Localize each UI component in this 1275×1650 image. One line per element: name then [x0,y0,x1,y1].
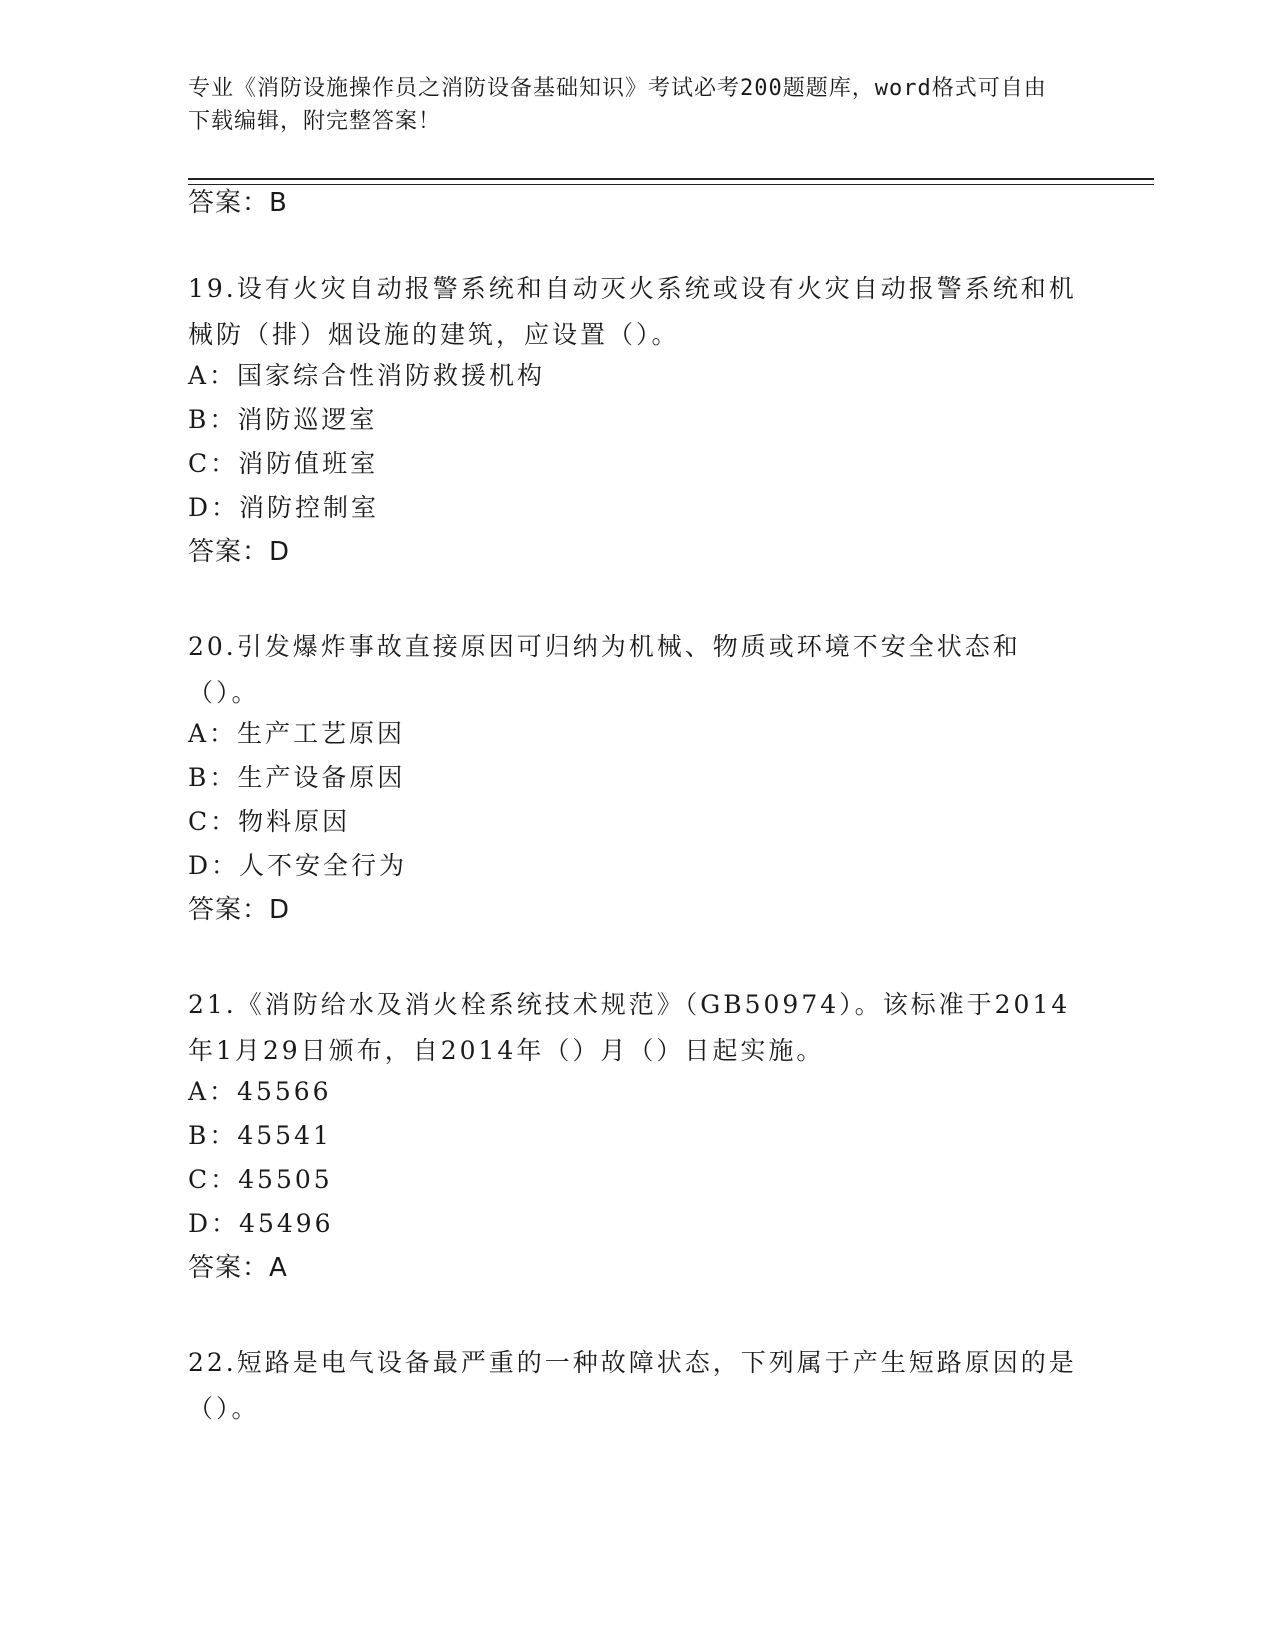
question-19-option-b: B：消防巡逻室 [188,405,378,434]
question-20-option-a: A：生产工艺原因 [188,719,406,748]
question-22-stem: 22.短路是电气设备最严重的一种故障状态，下列属于产生短路原因的是（）。 [188,1348,1077,1423]
question-21-option-c: C：45505 [188,1165,333,1194]
question-20-option-d: D：人不安全行为 [188,851,408,880]
question-19-stem: 19.设有火灾自动报警系统和自动灭火系统或设有火灾自动报警系统和机械防（排）烟设施的建筑，应设置（）。 [188,274,1077,349]
question-20-stem: 20.引发爆炸事故直接原因可归纳为机械、物质或环境不安全状态和（）。 [188,632,1021,707]
question-19-option-a: A：国家综合性消防救援机构 [188,361,546,390]
question-21-option-d: D：45496 [188,1209,334,1238]
previous-answer: 答案：B [188,188,288,218]
question-21-option-b: B：45541 [188,1121,332,1150]
question-20-option-b: B：生产设备原因 [188,763,406,792]
question-20-answer: 答案：D [188,895,291,925]
header-divider-thin [188,184,1154,185]
question-19-answer: 答案：D [188,537,291,567]
question-20-option-c: C：物料原因 [188,807,351,836]
header-divider [188,178,1154,180]
question-21-stem: 21.《消防给水及消火栓系统技术规范》（GB50974）。该标准于2014年1月29日颁布，自2014年（）月（）日起实施。 [188,990,1071,1065]
question-19-option-c: C：消防值班室 [188,449,379,478]
question-21-answer: 答案：A [188,1253,288,1283]
document-header: 专业《消防设施操作员之消防设备基础知识》考试必考200题题库，word格式可自由下载编辑，附完整答案！ [188,76,1047,134]
question-19-option-d: D：消防控制室 [188,493,380,522]
question-21-option-a: A：45566 [188,1077,332,1106]
